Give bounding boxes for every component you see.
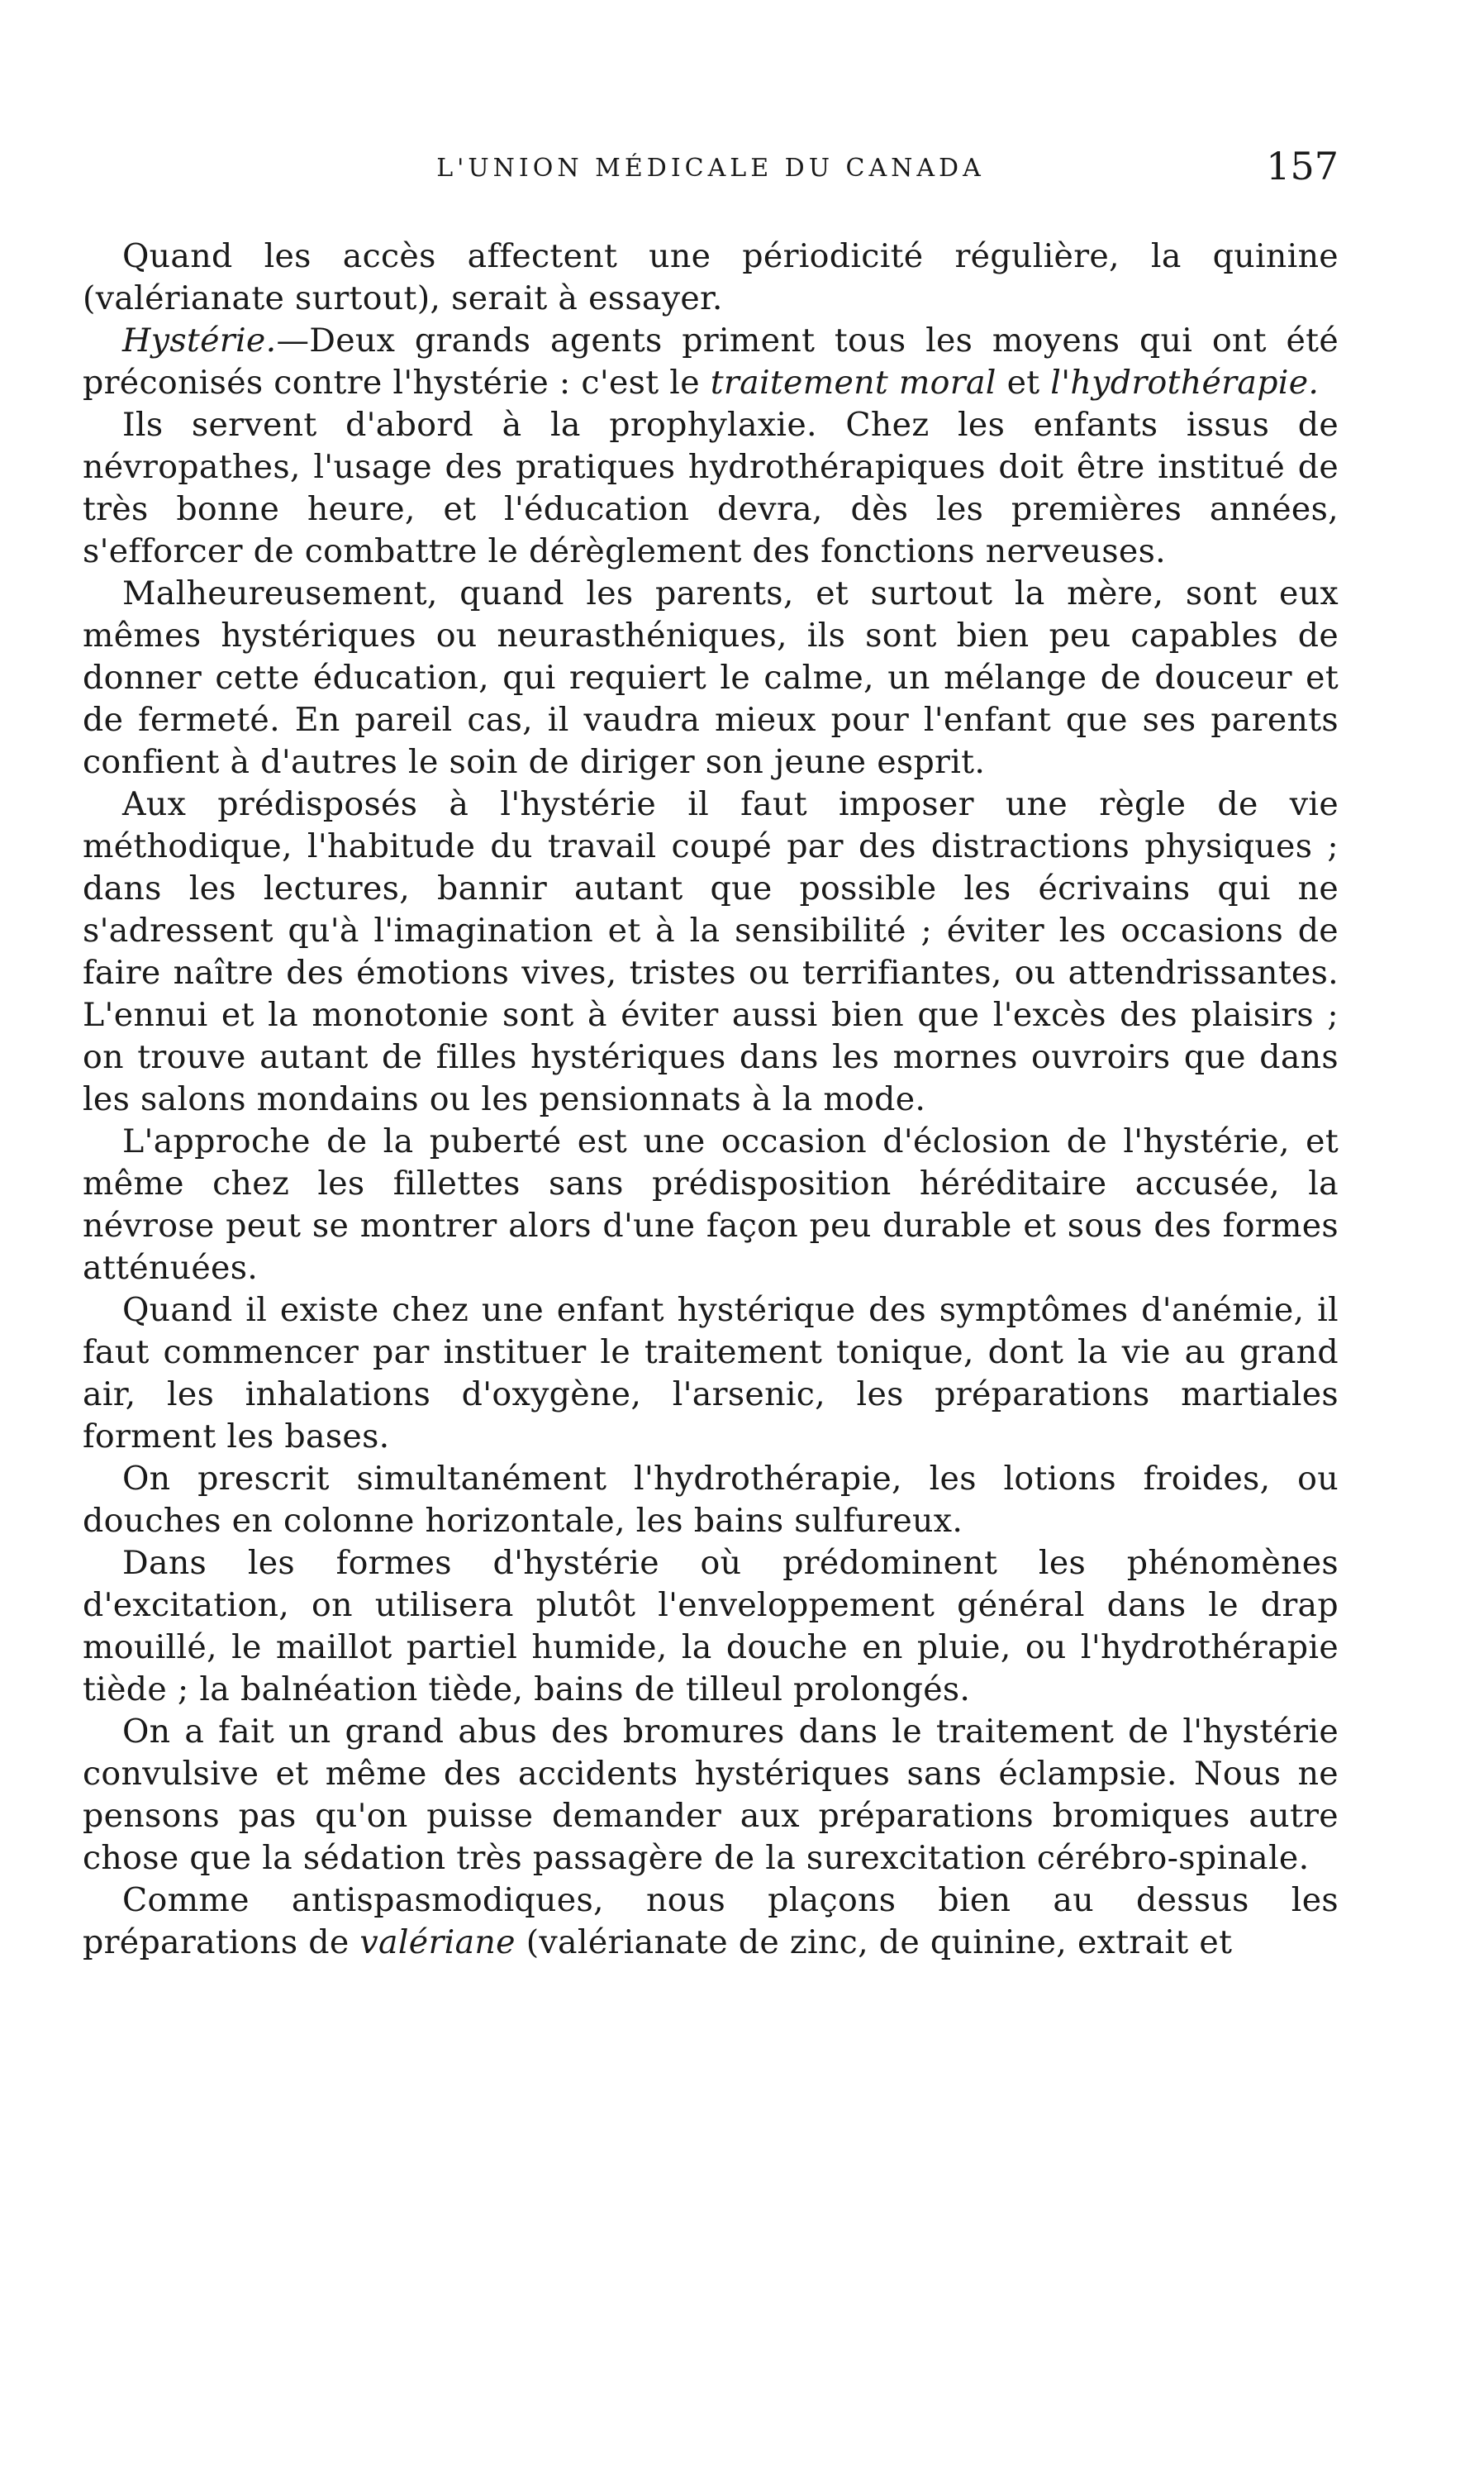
page-number: 157 <box>1266 144 1339 188</box>
paragraph <box>83 1880 1339 1964</box>
text-run: Quand les accès affectent une périodicité régulière, la quinine (valérianate surtout), serait à essayer. <box>83 237 1339 317</box>
paragraph <box>83 1121 1339 1289</box>
paragraph <box>83 784 1339 1121</box>
page-header <box>83 144 1339 198</box>
body-text <box>83 236 1339 2385</box>
paragraph <box>83 1542 1339 1711</box>
text-run: On a fait un grand abus des bromures dans le traitement de l'hystérie convulsive et même des accidents hystériques sans éclampsie. Nous ne pensons pas qu'on puisse demander aux préparations bromiques autre chose que la sédation très passagère de la surexcitation cérébro-spinale. <box>83 1713 1339 1877</box>
text-run: Ils servent d'abord à la prophylaxie. Chez les enfants issus de névropathes, l'usage des pratiques hydrothérapiques doit être institué de très bonne heure, et l'éducation devra, dès les premières années, s'efforcer de combattre le dérèglement des fonctions nerveuses. <box>83 406 1339 570</box>
italic-run: valériane <box>359 1923 516 1961</box>
text-run: On prescrit simultanément l'hydrothérapie, les lotions froides, ou douches en colonne horizontale, les bains sulfureux. <box>83 1460 1339 1540</box>
paragraph <box>83 1458 1339 1542</box>
text-run: L'approche de la puberté est une occasion d'éclosion de l'hystérie, et même chez les fillettes sans prédisposition héréditaire accusée, la névrose peut se montrer alors d'une façon peu durable et sous des formes atténuées. <box>83 1122 1339 1287</box>
paragraph <box>83 573 1339 784</box>
paragraph <box>83 320 1339 404</box>
text-run: et <box>996 364 1051 402</box>
italic-run: l'hydrothérapie. <box>1050 364 1320 402</box>
italic-run: Hystérie. <box>122 322 277 360</box>
text-run: —Deux grands agents priment tous les moyens qui ont été préconisés contre l'hystérie : c'est le <box>83 322 1339 402</box>
paragraph <box>83 1711 1339 1880</box>
paragraph <box>83 236 1339 320</box>
text-run: Comme antispasmodiques, nous plaçons bien au dessus les préparations de <box>83 1881 1339 1961</box>
text-run: Dans les formes d'hystérie où prédominent les phénomènes d'excitation, on utilisera plutôt l'enveloppement général dans le drap mouillé, le maillot partiel humide, la douche en pluie, ou l'hydrothérapie tiède ; la balnéation tiède, bains de tilleul prolongés. <box>83 1544 1339 1708</box>
text-run: (valérianate de zinc, de quinine, extrait et <box>515 1923 1233 1961</box>
text-run: Aux prédisposés à l'hystérie il faut imposer une règle de vie méthodique, l'habitude du travail coupé par des distractions physiques ; dans les lectures, bannir autant que possible les écrivains qui ne s'adressent qu'à l'imagination et à la sensibilité ; éviter les occasions de faire naître des émotions vives, tristes ou terrifiantes, ou attendrissantes. L'ennui et la monotonie sont à éviter aussi bien que l'excès des plaisirs ; on trouve autant de filles hystériques dans les mornes ouvroirs que dans les salons mondains ou les pensionnats à la mode. <box>83 785 1339 1118</box>
paragraph <box>83 1289 1339 1458</box>
text-run: Malheureusement, quand les parents, et surtout la mère, sont eux mêmes hystériques ou neurasthéniques, ils sont bien peu capables de donner cette éducation, qui requiert le calme, un mélange de douceur et de fermeté. En pareil cas, il vaudra mieux pour l'enfant que ses parents confient à d'autres le soin de diriger son jeune esprit. <box>83 574 1339 781</box>
running-head: L'UNION MÉDICALE DU CANADA <box>436 154 985 183</box>
paragraph <box>83 404 1339 573</box>
italic-run: traitement moral <box>710 364 996 402</box>
text-run: Quand il existe chez une enfant hystérique des symptômes d'anémie, il faut commencer par instituer le traitement tonique, dont la vie au grand air, les inhalations d'oxygène, l'arsenic, les préparations martiales forment les bases. <box>83 1291 1339 1456</box>
